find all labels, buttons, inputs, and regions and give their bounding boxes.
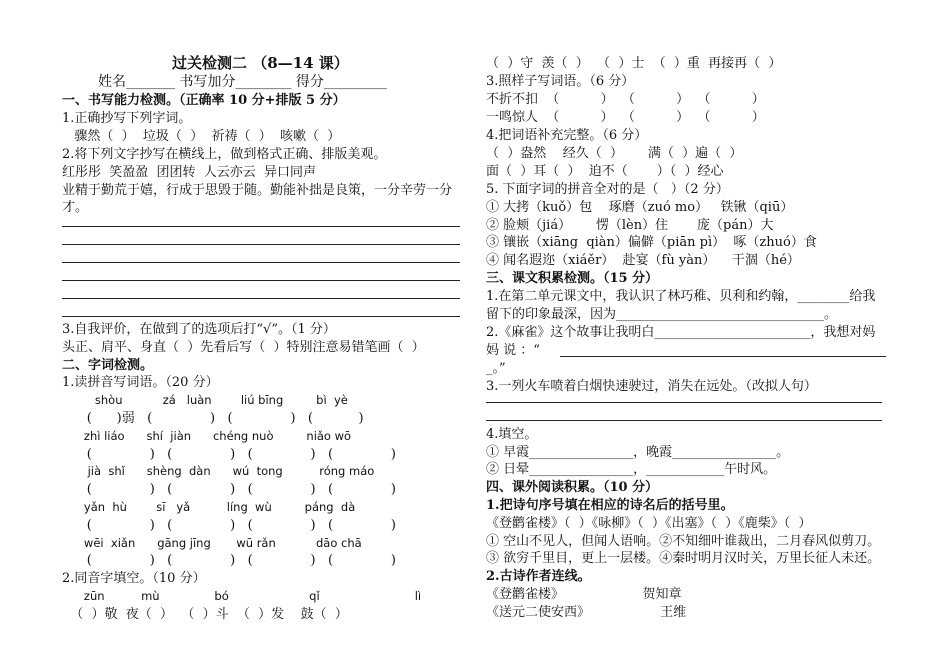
choice-option-2: ② 脸颊（jiá） 愣（lèn）住 庞（pán）大 [486, 218, 774, 233]
pinyin-row: zhì liáo shí jiàn chéng nuò niǎo wō [62, 429, 352, 443]
copy-text-line-3: 才。 [62, 200, 89, 215]
choice-option-1: ① 大拷（kuǒ）包 琢磨（zuó mo） 铁锹（qiū） [486, 200, 794, 215]
question-2-3: 3.照样子写词语。（6 分） [486, 74, 635, 89]
choice-option-4: ④ 闻名遐迩（xiáěr） 赴宴（fù yàn） 干涸（hé） [486, 253, 800, 268]
question-1-2: 2.将下列文字抄写在横线上，做到格式正确、排版美观。 [62, 147, 387, 162]
question-3-2-line-2: 妈 说 ：“ [486, 343, 540, 358]
pinyin-row: yǎn hù sī yǎ líng wù páng dà [62, 500, 356, 514]
question-1-1: 1.正确抄写下列字词。 [62, 111, 192, 126]
writing-line[interactable] [62, 298, 460, 299]
complete-words-row-2[interactable]: 面（ ）耳（ ） 迫不（ ）（ ）经心 [486, 164, 724, 179]
question-2-1: 1.读拼音写词语。（20 分） [62, 375, 219, 390]
poem-lines-row-2: ③ 欲穷千里目，更上一层楼。④秦时明月汉时关，万里长征人未还。 [486, 551, 881, 566]
pattern-word-row-1[interactable]: 不折不扣 （ ） （ ） （ ） [486, 92, 765, 107]
self-evaluation-items[interactable]: 头正、肩平、身直（ ）先看后写（ ）特别注意易错笔画（ ） [62, 340, 425, 355]
answer-brackets-row[interactable]: ( ) ( ) ( ) ( ) [62, 447, 396, 462]
poem-title-row[interactable]: 《登鹳雀楼》（ ）《咏柳》（ ）《出塞》（ ）《鹿柴》（ ） [486, 516, 812, 531]
question-3-4: 4.填空。 [486, 427, 538, 442]
writing-line[interactable] [62, 316, 460, 317]
pinyin-row: wēi xiǎn gāng jīng wū rǎn dāo chā [62, 536, 362, 550]
writing-line[interactable] [62, 280, 460, 281]
section-2-heading: 二、字词检测。 [62, 358, 154, 373]
answer-brackets-row[interactable]: ( ) ( ) ( ) ( ) [62, 482, 396, 497]
question-3-2-line-1[interactable]: 2.《麻雀》这个故事让我明白________________________，我想对妈 [486, 325, 876, 340]
pinyin-row: shòu zá luàn liú bīng bì yè [62, 393, 348, 407]
homophone-pinyin-row: zūn mù bó qǐ lì [62, 589, 422, 603]
section-3-heading: 三、课文积累检测。（15 分） [486, 271, 659, 286]
question-4-1: 1.把诗句序号填在相应的诗名后的括号里。 [486, 498, 734, 513]
question-2-4: 4.把词语补充完整。（6 分） [486, 128, 648, 143]
question-2-2: 2.同音字填空。（10 分） [62, 571, 206, 586]
exam-title: 过关检测二 （8—14 课） [172, 54, 349, 72]
copy-text-line-1: 红彤彤 笑盈盈 团团转 人云亦云 异口同声 [62, 165, 317, 180]
writing-line[interactable] [62, 262, 460, 263]
choice-option-3: ③ 镶嵌（xiāng qiàn）偏僻（piān pì） 啄（zhuó）食 [486, 235, 817, 250]
question-1-3: 3.自我评价，在做到了的选项后打“√”。（1 分） [62, 322, 336, 337]
question-3-3: 3.一列火车喷着白烟快速驶过，消失在远处。（改拟人句） [486, 379, 817, 394]
fill-blank-row-2[interactable]: ② 日晕________________，____________午时风。 [486, 462, 777, 477]
student-info-line[interactable]: 姓名_______ 书写加分________ 得分_________ [98, 74, 387, 90]
question-2-5[interactable]: 5. 下面字词的拼音全对的是（ ）（2 分） [486, 182, 729, 197]
homophone-fill-row[interactable]: （ ）敬 夜（ ） （ ）斗 （ ）发 鼓（ ） [62, 607, 348, 622]
answer-brackets-row[interactable]: ( ) ( ) ( ) ( ) [62, 518, 396, 533]
writing-line[interactable] [62, 244, 460, 245]
section-1-heading: 一、书写能力检测。（正确率 10 分+排版 5 分） [62, 93, 346, 108]
question-3-1-line-2[interactable]: 留下的印象最深，因为________________________________。 [486, 307, 838, 322]
poem-lines-row-1: ① 空山不见人，但闻人语响。②不知细叶谁裁出，二月春风似剪刀。 [486, 534, 881, 549]
poem-author-match-1[interactable]: 《登鹳雀楼》 贺知章 [486, 587, 682, 602]
copy-text-line-2: 业精于勤荒于嬉，行成于思毁于随。勤能补拙是良策，一分辛劳一分 [62, 183, 453, 198]
pinyin-row: jià shǐ shèng dàn wú tong róng máo [62, 464, 375, 478]
answer-brackets-row[interactable]: ( )弱 ( ) ( ) ( ) [62, 411, 364, 426]
answer-line[interactable] [486, 402, 882, 403]
complete-words-row-1[interactable]: （ ）盎然 经久（ ） 满（ ）遍（ ） [486, 146, 743, 161]
answer-brackets-row[interactable]: ( ) ( ) ( ) ( ) [62, 553, 396, 568]
answer-line[interactable] [560, 356, 886, 357]
question-3-2-line-3: _。” [486, 361, 506, 376]
fill-blank-row-1[interactable]: ① 早霞________________，晚霞________________。 [486, 445, 790, 460]
writing-line[interactable] [62, 226, 460, 227]
question-3-1-line-1[interactable]: 1.在第二单元课文中，我认识了林巧稚、贝利和约翰，________给我 [486, 289, 876, 304]
question-4-2: 2.古诗作者连线。 [486, 569, 591, 584]
answer-line[interactable] [486, 420, 882, 421]
pattern-word-row-2[interactable]: 一鸣惊人 （ ） （ ） （ ） [486, 110, 765, 125]
question-1-1-words[interactable]: 骤然（ ） 垃圾（ ） 祈祷（ ） 咳嗽（ ） [62, 129, 341, 144]
poem-author-match-2[interactable]: 《送元二使安西》 王维 [486, 605, 687, 620]
section-4-heading: 四、课外阅读积累。（10 分） [486, 480, 659, 495]
homophone-fill-row-cont[interactable]: （ ）守 羡（ ） （ ）士 （ ）重 再接再（ ） [486, 56, 782, 71]
